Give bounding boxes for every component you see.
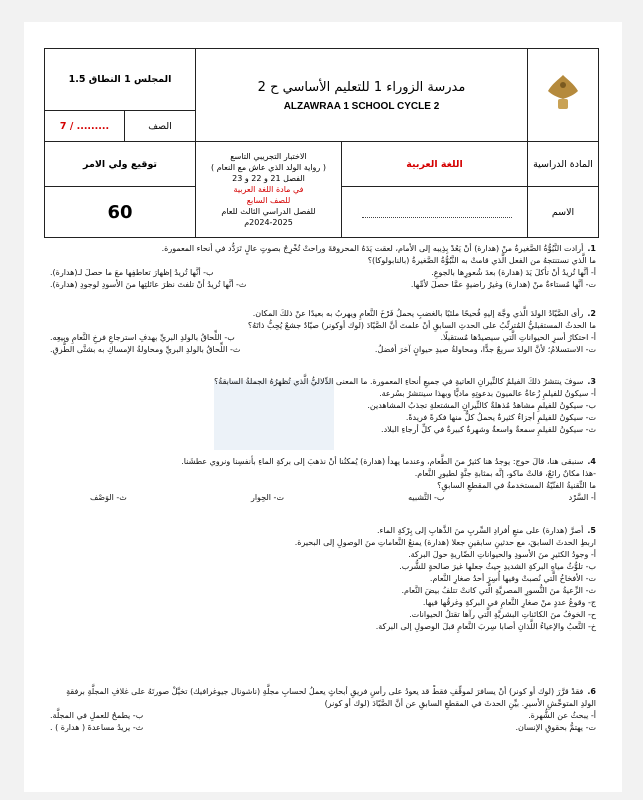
subject-label: المادة الدراسية	[528, 142, 599, 187]
grade-value: 7 / .........	[45, 111, 125, 142]
question-number: 5.	[587, 526, 596, 535]
option-a[interactable]: أ- وجودُ الكثيرِ منَ الأسودِ والحيواناتِ الضّاريةِ حولَ البركة.	[408, 550, 596, 559]
school-name-cell	[196, 49, 528, 142]
uae-emblem-logo	[528, 49, 599, 142]
guardian-signature-label: توقيع ولي الامر	[45, 142, 196, 187]
exam-info	[196, 142, 342, 238]
falcon-emblem-icon	[543, 72, 583, 114]
option-b[interactable]: ب- أنَّها تُريدُ إظهارَ تعاطفِها معَ ما حصلَ لـ(هدارة).	[50, 268, 214, 277]
question-number: 6.	[587, 687, 596, 696]
exam-grade: للصف السابع	[246, 196, 291, 205]
question-text: فقدْ قرَّرَ (لوك أو كونر) أنْ يسافرَ لموقِّفِ فقطْ قد يعودُ على رأسِ فريقِ أبحاثٍ يعملُ لحسابِ مجلَّةِ (ناشونال جيوغرافيك) تخيَّلْ صورتَهُ على غلافِ المجلَّةِ برفقةِ الولدِ المتوحِّشِ الأسيرِ. بيِّنِ الحدثَ في المقطعِ السابقِ عن أنَّ الصَّيّادَ (لوك أو كونر)	[66, 687, 596, 708]
option-b[interactable]: ب- تلوُّثُ مياهِ البركةِ الشديدِ حيثُ جعلها غيرَ صالحةٍ للشُّرب.	[399, 562, 596, 571]
exam-chapters: الفصل 21 و 22 و 23	[232, 174, 305, 183]
question-number: 3.	[587, 377, 596, 386]
option-b[interactable]: ب- التَّشبيه	[408, 493, 445, 502]
question-number: 2.	[587, 309, 596, 318]
option-d[interactable]: ث- الزِّعيةُ منَ النُّسورِ المصريَّةِ الَّتي كانتْ تتلفُ بيضَ النَّعام.	[401, 586, 596, 595]
score-box: 60	[45, 187, 196, 238]
option-f[interactable]: ح- الخوفُ منَ الكائناتِ البشريَّةِ الَّتي رآها تقتلُ الحيوانات.	[409, 610, 596, 619]
school-name-arabic: مدرسة الزوراء 1 للتعليم الأساسي ح 2	[257, 80, 466, 95]
question-text: سنبقى هنا، قالَ حوج: يوجدُ هنا كثيرٌ منَ الطَّعام، وعندما يهدأ (هدارة) يُمكنُنا أنْ نذهبَ إلى بركةِ الماءِ بأنفسِنا ونروي عطشَنا.	[181, 457, 584, 466]
question-number: 1.	[587, 244, 596, 253]
question-4	[50, 456, 596, 504]
question-prompt: ما الَّذي نستنتجهُ من الفعل الَّذي قامتْ به النَّبُوُّةُ الصَّغيرةُ (بالنابولوكا)؟	[367, 256, 596, 265]
question-5	[50, 525, 596, 633]
question-text: سوفَ ينتشرُ ذلكَ الفيلمُ كالنِّيرانِ العاتيةِ في جميعِ أنحاءِ المعمورة. ما المعنى الدِّلاليُّ الَّذي تُظهرُهُ الجملةُ السابقةُ؟	[214, 377, 584, 386]
name-field[interactable]	[342, 187, 528, 238]
option-g[interactable]: خ- التَّعبُ والإعياءُ اللَّذانِ أصابا سِربَ النَّعامِ قبلَ الوصولِ إلى البركة.	[375, 622, 596, 631]
option-d[interactable]: ث- اللِّحاقُ بالولدِ البريِّ ومحاولةُ الإمساكِ به بشتَّى الطُّرقِ.	[50, 345, 241, 354]
question-prompt: ما الحدثُ المستقبليُّ المُترتِّبُ على الحدثِ السابقِ أنْ علمتَ أنَّ الصَّيّادَ (لوك أوكونر) صيّادٌ جشعٌ يُحِبُّ ذاتَهُ؟	[247, 321, 596, 330]
header-table	[44, 48, 599, 238]
option-a[interactable]: أ- احتكارُ أسرِ الحيواناتِ الَّتي سيصيدُها مُستقبلًا.	[440, 333, 596, 342]
question-2	[50, 308, 596, 356]
option-c[interactable]: ت- الأفخاخُ الَّتي نُصبتْ وفيها أُسِرَ أحدُ صغارِ النَّعام.	[429, 574, 596, 583]
option-c[interactable]: ت- يهتمُّ بحقوقِ الإنسان.	[515, 723, 596, 732]
option-d[interactable]: ث- الوَصْف	[90, 493, 127, 502]
option-c[interactable]: ت- الحِوار	[250, 493, 284, 502]
question-text: رأى الصَّيّادُ الولدَ الَّذي وجَّهَ إليهِ فُحيحًا ملئيًا بالغضبِ يحملُ فَرْخَ النَّعامِ ويهربُ به بعيدًا عنْ ذلكَ المكان.	[252, 309, 584, 318]
subject-value: اللغة العربية	[342, 142, 528, 187]
option-d[interactable]: ث- سيكونُ للفيلمِ سمعةٌ واسعةٌ وشهرةٌ كبيرةٌ في كلِّ أرجاءِ البلاد.	[381, 425, 596, 434]
question-text: أصرَّ (هدارة) على منعِ أفرادِ السِّربِ منَ الذَّهابِ إلى بِرْكةِ الماء.	[377, 526, 584, 535]
option-d[interactable]: ث- أنَّها تُريدُ أنْ تلفتَ نظرَ عائلتِها منَ الأسودِ لوجودِ (هدارة).	[50, 280, 247, 289]
council-label: المجلس 1 النطاق 1.5	[45, 49, 196, 111]
option-a[interactable]: أ- أنَّها تُريدُ أنْ تأكلَ يَدَ (هدارة) بعدَ شُعورِها بالجوعِ.	[431, 268, 596, 277]
option-a[interactable]: أ- يبحثُ عن الشُّهرة.	[528, 711, 596, 720]
option-a[interactable]: أ- سيكونُ للفيلمِ زُعاةُ عالميونَ بدعوتِهِ ماديًّا وبهذا سينتشرُ بسُرعة.	[379, 389, 596, 398]
question-prompt: ما التِّقنيةُ الفنّيّةُ المستخدمةُ في المقطعِ السابقِ؟	[437, 481, 596, 490]
exam-year: 2024-2025م	[244, 218, 293, 227]
exam-title: الاختبار التجريبي التاسع	[230, 152, 307, 161]
exam-novel: ( رواية الولد الذي عاش مع النعام )	[211, 163, 326, 172]
question-quote: -هذا مكانٌ رائعٌ، قالتْ ماكو، إنَّه بمثابةِ جنَّةٍ لطيورِ النَّعام.	[414, 469, 596, 478]
option-b[interactable]: ب- سيكونُ للفيلمِ مشاهدُ مُذهلةٌ كالنِّيرانِ المشتعلةِ تجذبُ المشاهدين.	[367, 401, 596, 410]
question-prompt: اربطِ الحدثَ السابقَ، مع حدثينِ سابقينِ جعلا (هدارة) يمنعُ النَّعاماتِ منَ الوصولِ إلى البحيرة.	[294, 538, 596, 547]
name-label: الاسم	[528, 187, 599, 238]
question-text: أرادت النَّبُوُّةُ الصَّغيرةُ منْ (هدارة) أنْ يَعُدْ بِذِيبه إلى الأمام، لعقت يَدَهُ المحروقةَ وراحتْ تُخْرِجُ بصوتٍ عالٍ تَرَدُّد في أنحاء المعمورة.	[161, 244, 584, 253]
grade-label: الصف	[125, 111, 196, 142]
option-b[interactable]: ب- يطمحُ للعملِ في المجلَّة.	[50, 711, 144, 720]
question-3	[50, 376, 596, 436]
option-d[interactable]: ث- يريدُ مساعدةَ ( هدارة ) .	[50, 723, 144, 732]
option-c[interactable]: ت- سيكونُ للفيلمِ أجزاءٌ كثيرةٌ يحملُ كلٌّ منها فكرةً فريدةً.	[405, 413, 596, 422]
option-e[interactable]: ج- وقوعُ عددٍ منْ صغارِ النَّعامِ في البركةِ وغرقُها فيها.	[422, 598, 596, 607]
option-c[interactable]: ت- أنَّها مُستاءةٌ منْ (هدارة) وغيرُ راضيةٍ عمَّا حصلَ لأمِّها.	[410, 280, 596, 289]
school-name-english: ALZAWRAA 1 SCHOOL CYCLE 2	[283, 101, 440, 112]
option-b[interactable]: ب- اللِّحاقُ بالولدِ البريِّ بهدفِ استرجاعِ فرخِ النَّعامِ وبيعِه.	[50, 333, 235, 342]
exam-page	[24, 22, 622, 792]
option-c[interactable]: ت- الاستسلامُ؛ لأنَّ الولدَ سريعٌ جدًّا، ومحاولةُ صيدِ حيوانٍ آخرَ أفضلُ.	[374, 345, 596, 354]
question-1	[50, 243, 596, 291]
exam-term: للفصل الدراسي الثالث للعام	[221, 207, 316, 216]
exam-subject: في مادة اللغة العربية	[233, 185, 304, 194]
option-a[interactable]: أ- السَّرْد	[568, 493, 596, 502]
question-number: 4.	[587, 457, 596, 466]
question-6	[50, 686, 596, 734]
